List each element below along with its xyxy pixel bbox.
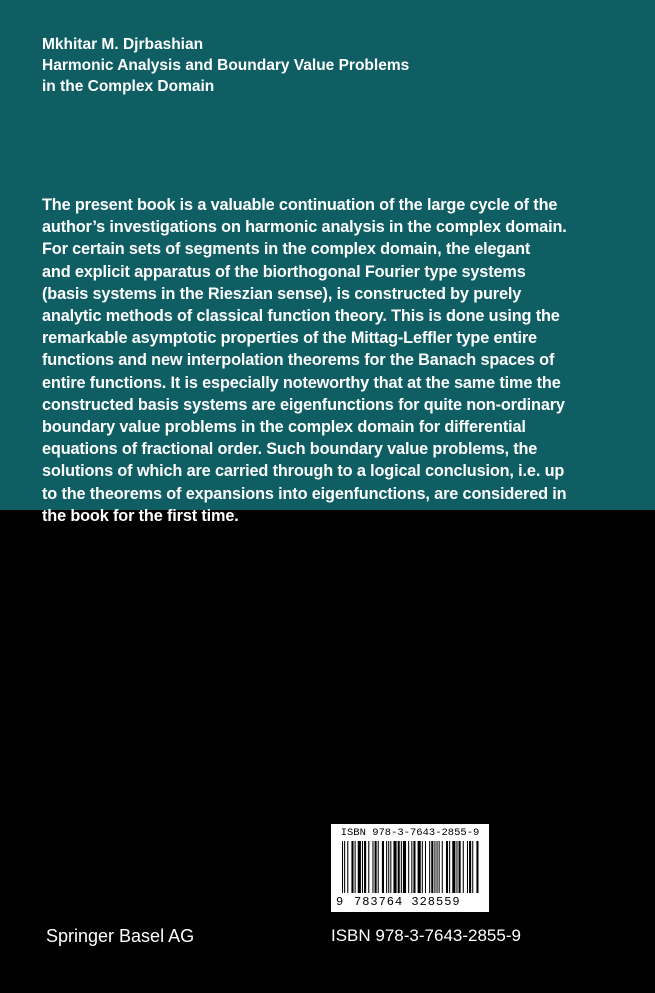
author-name: Mkhitar M. Djrbashian xyxy=(42,36,204,53)
barcode-bar xyxy=(472,841,473,893)
barcode-bar xyxy=(469,841,471,893)
description-line: The present book is a valuable continuation of the large cycle of the xyxy=(42,196,558,214)
barcode-bar xyxy=(463,841,464,893)
barcode-bar xyxy=(476,841,478,893)
isbn-number: ISBN 978-3-7643-2855-9 xyxy=(331,926,521,945)
barcode-bar xyxy=(403,841,406,893)
description-line: functions and new interpolation theorems for the Banach spaces of xyxy=(42,351,555,370)
description-line: equations of fractional order. Such boundary value problems, the xyxy=(42,440,538,459)
barcode-bar xyxy=(408,841,409,893)
description-line: (basis systems in the Rieszian sense), is constructed by purely xyxy=(42,284,522,303)
barcode-bar xyxy=(364,841,366,893)
barcode-bar xyxy=(351,841,353,893)
barcode-bar xyxy=(467,841,468,893)
description-line: constructed basis systems are eigenfunctions for quite non-ordinary xyxy=(42,395,565,414)
barcode-bar xyxy=(446,841,448,893)
description-line: solutions of which are carried through to a logical conclusion, i.e. up xyxy=(42,462,565,481)
barcode-bar xyxy=(393,841,396,893)
book-header xyxy=(42,34,409,97)
barcode-isbn-label: ISBN 978-3-7643-2855-9 xyxy=(340,827,480,839)
barcode-bar xyxy=(388,841,389,893)
barcode-bar xyxy=(347,841,348,893)
barcode-bar xyxy=(429,841,430,893)
barcode-bar xyxy=(390,841,391,893)
barcode-bar xyxy=(425,841,426,893)
description-line: analytic methods of classical function theory. This is done using the xyxy=(42,307,560,326)
barcode-bar xyxy=(355,841,356,893)
book-description xyxy=(42,194,632,527)
barcode-bar xyxy=(386,841,387,893)
barcode-bar xyxy=(358,841,361,893)
isbn-barcode xyxy=(331,824,489,912)
description-line: boundary value problems in the complex domain for differential xyxy=(42,418,526,437)
description-line: and explicit apparatus of the biorthogonal Fourier type systems xyxy=(42,262,526,281)
barcode-bars xyxy=(340,841,480,899)
barcode-bar xyxy=(368,841,369,893)
description-line: author’s investigations on harmonic analysis in the complex domain. xyxy=(42,218,567,237)
barcode-bar xyxy=(452,841,455,893)
barcode-digit-string: 783764 328559 xyxy=(354,895,461,909)
barcode-bar xyxy=(459,841,461,893)
barcode-bar xyxy=(449,841,450,893)
barcode-bar xyxy=(434,841,435,893)
description-line: entire functions. It is especially noteworthy that at the same time the xyxy=(42,373,561,392)
barcode-bar xyxy=(362,841,363,893)
barcode-bar xyxy=(431,841,433,893)
barcode-bar xyxy=(378,841,379,893)
barcode-bar xyxy=(382,841,384,893)
description-line: to the theorems of expansions into eigenfunctions, are considered in xyxy=(42,484,567,503)
barcode-first-digit: 9 xyxy=(336,895,344,909)
barcode-bar xyxy=(401,841,402,893)
description-line: the book for the first time. xyxy=(42,506,239,525)
barcode-bar xyxy=(411,841,412,893)
barcode-bar xyxy=(344,841,345,893)
barcode-bar xyxy=(398,841,400,893)
barcode-bar xyxy=(375,841,377,893)
barcode-bar xyxy=(456,841,457,893)
barcode-bar xyxy=(439,841,440,893)
description-line: For certain sets of segments in the complex domain, the elegant xyxy=(42,240,531,259)
barcode-bar xyxy=(422,841,423,893)
publisher-name: Springer Basel AG xyxy=(46,926,195,946)
barcode-bar xyxy=(442,841,443,893)
description-line: remarkable asymptotic properties of the Mittag-Leffler type entire xyxy=(42,329,537,348)
barcode-bar xyxy=(372,841,373,893)
book-title-line-2: in the Complex Domain xyxy=(42,78,215,95)
book-title-line-1: Harmonic Analysis and Boundary Value Problems xyxy=(42,57,410,74)
barcode-bar xyxy=(342,841,343,893)
barcode-bar xyxy=(418,841,421,893)
barcode-bar xyxy=(413,841,415,893)
barcode-bar xyxy=(437,841,438,893)
